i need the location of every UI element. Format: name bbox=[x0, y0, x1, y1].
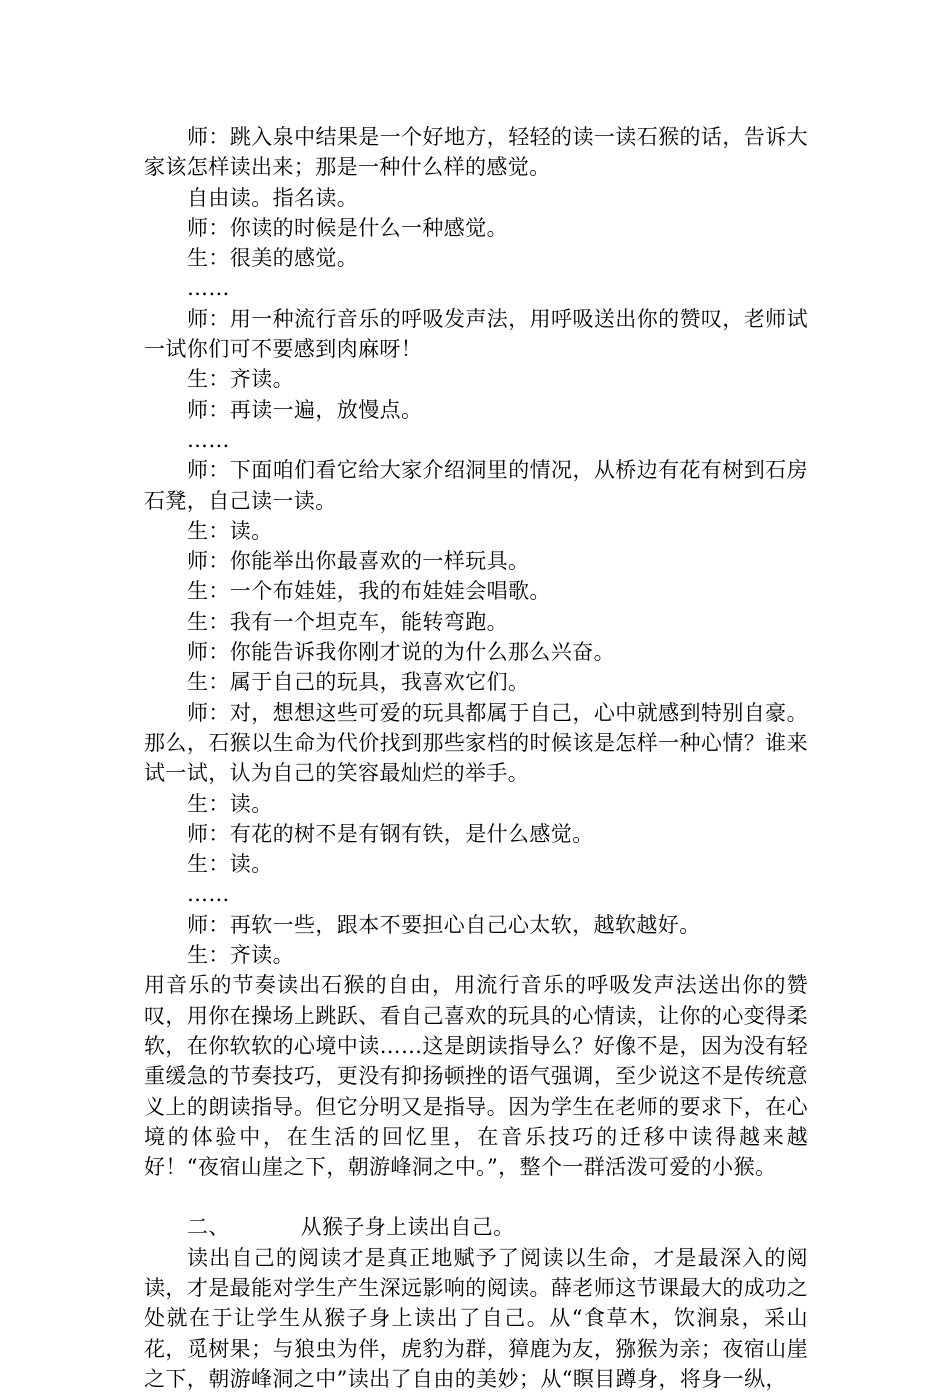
ellipsis-line: …… bbox=[187, 882, 230, 907]
dialogue-line: 师：有花的树不是有钢有铁，是什么感觉。 bbox=[187, 821, 594, 846]
dialogue-line: 生：一个布娃娃，我的布娃娃会唱歌。 bbox=[187, 579, 551, 604]
dialogue-line: 生：读。 bbox=[187, 852, 273, 877]
dialogue-line: 师：用一种流行音乐的呼吸发声法，用呼吸送出你的赞叹，老师试一试你们可不要感到肉麻呀！ bbox=[144, 306, 808, 362]
dialogue-line: 生：齐读。 bbox=[187, 367, 294, 392]
dialogue-line: 生：读。 bbox=[187, 791, 273, 816]
dialogue-line: 生：齐读。 bbox=[187, 943, 294, 968]
ellipsis-line: …… bbox=[187, 276, 230, 301]
dialogue-line: 师：对，想想这些可爱的玩具都属于自己，心中就感到特别自豪。那么，石猴以生命为代价找到那些家档的时候该是怎样一种心情？谁来试一试，认为自己的笑容最灿烂的举手。 bbox=[144, 700, 808, 786]
dialogue-line: 生：读。 bbox=[187, 518, 273, 543]
body-paragraph: 读出自己的阅读才是真正地赋予了阅读以生命，才是最深入的阅读，才是最能对学生产生深远影响的阅读。薛老师这节课最大的成功之处就在于让学生从猴子身上读出了自己。从“食草木，饮涧泉，采山花，觅树果；与狼虫为伴，虎豹为群，獐鹿为友，猕猴为亲；夜宿山崖之下，朝游峰洞之中”读出了自由的美妙；从“瞑目蹲身，将身一纵， bbox=[144, 1245, 808, 1391]
commentary-paragraph: 用音乐的节奏读出石猴的自由，用流行音乐的呼吸发声法送出你的赞叹，用你在操场上跳跃、看自己喜欢的玩具的心情读，让你的心变得柔软，在你软软的心境中读……这是朗读指导么？好像不是，因为没有轻重缓急的节奏技巧，更没有抑扬顿挫的语气强调，至少说这不是传统意义上的朗读指导。但它分明又是指导。因为学生在老师的要求下，在心境的体验中，在生活的回忆里，在音乐技巧的迁移中读得越来越好！“夜宿山崖之下，朝游峰洞之中。”，整个一群活泼可爱的小猴。 bbox=[144, 973, 808, 1180]
dialogue-line: 师：再软一些，跟本不要担心自己心太软，越软越好。 bbox=[187, 912, 701, 937]
dialogue-line: 师：你能举出你最喜欢的一样玩具。 bbox=[187, 549, 530, 574]
section-number: 二、 bbox=[187, 1215, 230, 1240]
dialogue-line: 生：很美的感觉。 bbox=[187, 246, 359, 271]
document-body bbox=[144, 122, 808, 1394]
dialogue-line: 生：属于自己的玩具，我喜欢它们。 bbox=[187, 670, 530, 695]
section-heading bbox=[144, 1212, 808, 1242]
section-title: 从猴子身上读出自己。 bbox=[300, 1215, 515, 1240]
dialogue-line: 自由读。指名读。 bbox=[187, 185, 359, 210]
dialogue-line: 师：跳入泉中结果是一个好地方，轻轻的读一读石猴的话，告诉大家该怎样读出来；那是一种什么样的感觉。 bbox=[144, 125, 808, 180]
dialogue-line: 生：我有一个坦克车，能转弯跑。 bbox=[187, 609, 508, 634]
dialogue-line: 师：再读一遍，放慢点。 bbox=[187, 397, 423, 422]
dialogue-line: 师：你能告诉我你刚才说的为什么那么兴奋。 bbox=[187, 640, 615, 665]
dialogue-line: 师：你读的时候是什么一种感觉。 bbox=[187, 215, 508, 240]
spacer bbox=[144, 1182, 808, 1212]
dialogue-line: 师：下面咱们看它给大家介绍洞里的情况，从桥边有花有树到石房石凳，自己读一读。 bbox=[144, 458, 808, 513]
ellipsis-line: …… bbox=[187, 427, 230, 452]
